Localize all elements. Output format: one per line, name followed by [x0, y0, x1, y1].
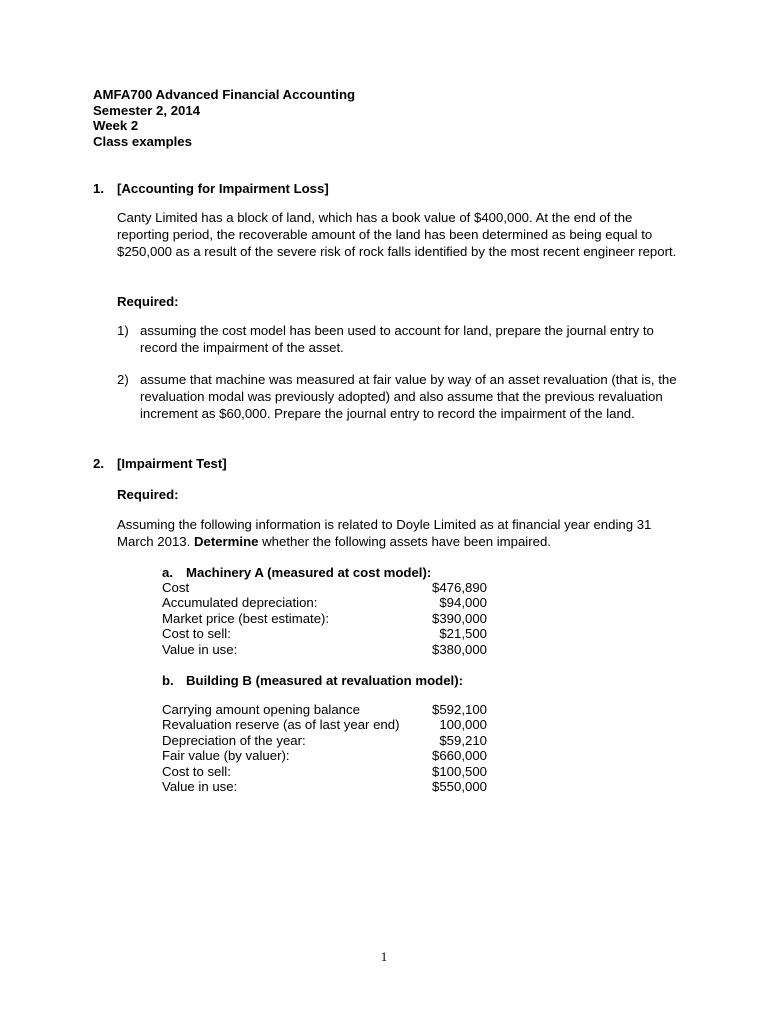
question-1-item-2: [117, 371, 677, 422]
item-text: assume that machine was measured at fair value by way of an asset revaluation (that is, the revaluation modal was previously adopted) and also assume that the previous revaluation increment as $60,000. Prepare the journal entry to record the impairment of the land.: [140, 372, 677, 421]
table-row: [162, 642, 492, 657]
table-row: [162, 580, 492, 595]
row-value: $550,000: [431, 778, 487, 794]
intro-determine: Determine: [193, 534, 259, 549]
row-label: Cost: [162, 580, 190, 595]
row-label: Depreciation of the year:: [162, 732, 306, 748]
row-value: $476,890: [431, 580, 487, 595]
semester-line: Semester 2, 2014: [93, 102, 201, 118]
document-header: [93, 87, 355, 149]
question-1-required: Required:: [117, 294, 179, 309]
question-2-number: 2.: [93, 456, 104, 471]
building-b-table: [162, 702, 492, 794]
row-value: $592,100: [431, 702, 487, 717]
item-number: 1): [117, 323, 129, 338]
row-label: Carrying amount opening balance: [162, 702, 360, 717]
table-row: [162, 595, 492, 610]
row-label: Value in use:: [162, 641, 238, 657]
sub-letter: a.: [162, 565, 173, 580]
table-row: [162, 764, 492, 779]
row-label: Cost to sell:: [162, 763, 231, 779]
table-row: [162, 779, 492, 794]
question-1-body: Canty Limited has a block of land, which has a book value of $400,000. At the end of the reporting period, the recoverable amount of the land has been determined as being equal to $250,000 as a result of the severe risk of rock falls identified by the most recent engineer report.: [117, 210, 677, 259]
row-value: $100,500: [431, 763, 487, 779]
building-b-heading: [162, 672, 463, 689]
page-number: 1: [380, 949, 388, 964]
row-label: Fair value (by valuer):: [162, 748, 290, 764]
row-label: Revaluation reserve (as of last year end): [162, 717, 400, 733]
item-number: 2): [117, 372, 129, 387]
question-2-required: Required:: [117, 487, 179, 502]
row-label: Accumulated depreciation:: [162, 595, 318, 611]
intro-text-a: Assuming the following information is related to Doyle Limited as at financial year ending 31 March 2013.: [117, 517, 652, 549]
table-row: [162, 702, 492, 717]
row-label: Cost to sell:: [162, 626, 231, 642]
machinery-a-heading: [162, 564, 431, 581]
sub-title: Machinery A (measured at cost model):: [186, 565, 432, 580]
question-2-intro: [117, 516, 677, 550]
table-row: [162, 717, 492, 732]
row-value: 100,000: [439, 717, 487, 733]
question-2-heading: [93, 455, 227, 472]
row-value: $94,000: [439, 595, 487, 611]
row-value: $21,500: [439, 626, 487, 642]
machinery-a-table: [162, 580, 492, 657]
question-1-title: [Accounting for Impairment Loss]: [117, 181, 329, 196]
week-line: Week 2: [93, 118, 139, 133]
intro-text-b: whether the following assets have been impaired.: [258, 534, 551, 549]
item-text: assuming the cost model has been used to account for land, prepare the journal entry to record the impairment of the asset.: [140, 323, 654, 355]
question-1-heading: [93, 180, 329, 197]
row-value: $59,210: [439, 732, 487, 748]
question-1-item-1: [117, 322, 677, 356]
row-label: Market price (best estimate):: [162, 610, 330, 626]
row-value: $380,000: [431, 641, 487, 657]
table-row: [162, 733, 492, 748]
row-label: Value in use:: [162, 778, 238, 794]
course-title: AMFA700 Advanced Financial Accounting: [93, 87, 356, 102]
question-1-number: 1.: [93, 181, 104, 196]
row-value: $660,000: [431, 748, 487, 764]
row-value: $390,000: [431, 610, 487, 626]
table-row: [162, 611, 492, 626]
sub-title: Building B (measured at revaluation model):: [186, 673, 463, 688]
question-2-title: [Impairment Test]: [117, 456, 227, 471]
sub-letter: b.: [162, 673, 174, 688]
subtitle-line: Class examples: [93, 133, 192, 149]
table-row: [162, 626, 492, 641]
table-row: [162, 748, 492, 763]
